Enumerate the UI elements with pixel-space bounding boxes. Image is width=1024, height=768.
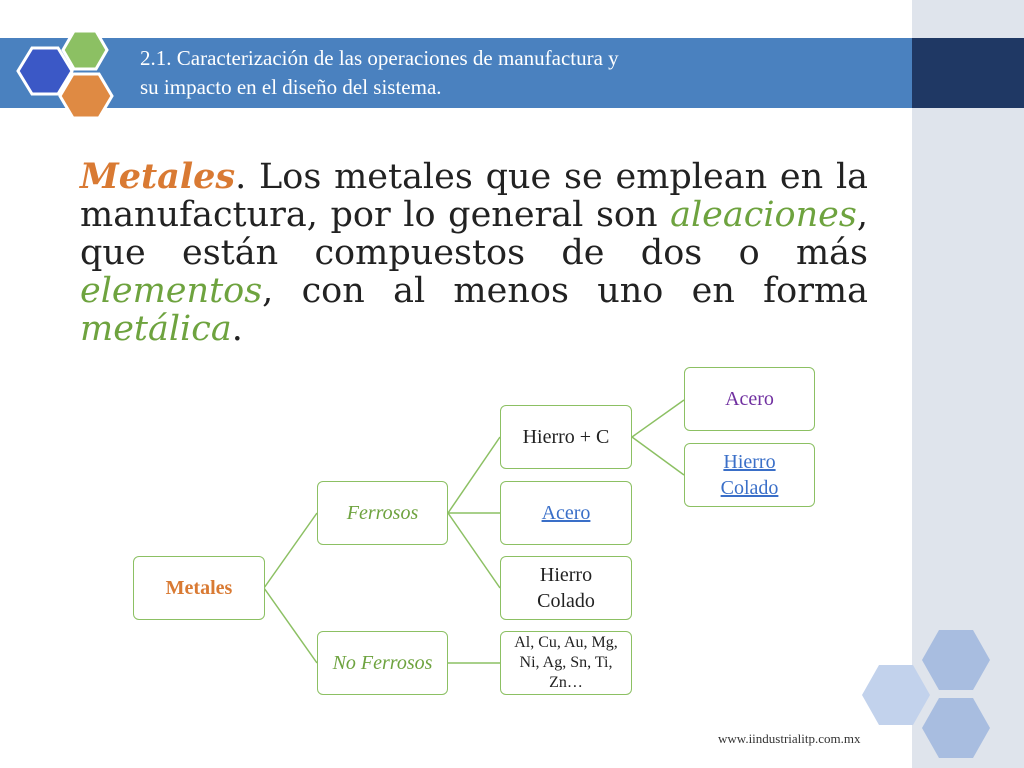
deco-hex-3-icon [922,698,990,758]
elements-line-2: Ni, Ag, Sn, Ti, [519,654,613,671]
elements-line-3: Zn… [549,674,583,691]
node-hierro-colado-line-1: Hierro [539,564,593,586]
keyword-metalica: metálica [80,309,232,349]
text-segment-3: , con al menos uno en forma [262,271,868,311]
deco-hex-1-icon [922,630,990,690]
title-line-2: su impacto en el diseño del sistema. [140,75,442,99]
hierro-colado-link-line-1[interactable]: Hierro [723,451,776,473]
keyword-aleaciones: aleaciones [670,195,857,235]
node-no-ferrosos-label: No Ferrosos [332,651,433,674]
node-hierro-colado-line-2: Colado [537,590,595,612]
deco-hex-2-icon [862,665,930,725]
node-ferrosos-label: Ferrosos [346,501,419,524]
node-metales-label: Metales [165,576,233,599]
text-segment-end: . [231,309,243,349]
elements-line-1: Al, Cu, Au, Mg, [514,634,618,651]
node-hierro-c-label: Hierro + C [522,425,610,448]
node-acero-right-label: Acero [725,387,774,410]
text-segment-2: , que están compuestos de dos o más [80,195,868,273]
keyword-metales: Metales [80,156,236,197]
text-segment-1: . Los metales que se emplean en la manufactura, por lo general son [80,157,868,235]
keyword-elementos: elementos [80,271,263,311]
title-line-1: 2.1. Caracterización de las operaciones de manufactura y [140,46,619,70]
hierro-colado-link-line-2[interactable]: Colado [720,477,779,499]
acero-link[interactable]: Acero [541,501,591,524]
footer-url: www.iindustrialitp.com.mx [718,731,861,746]
